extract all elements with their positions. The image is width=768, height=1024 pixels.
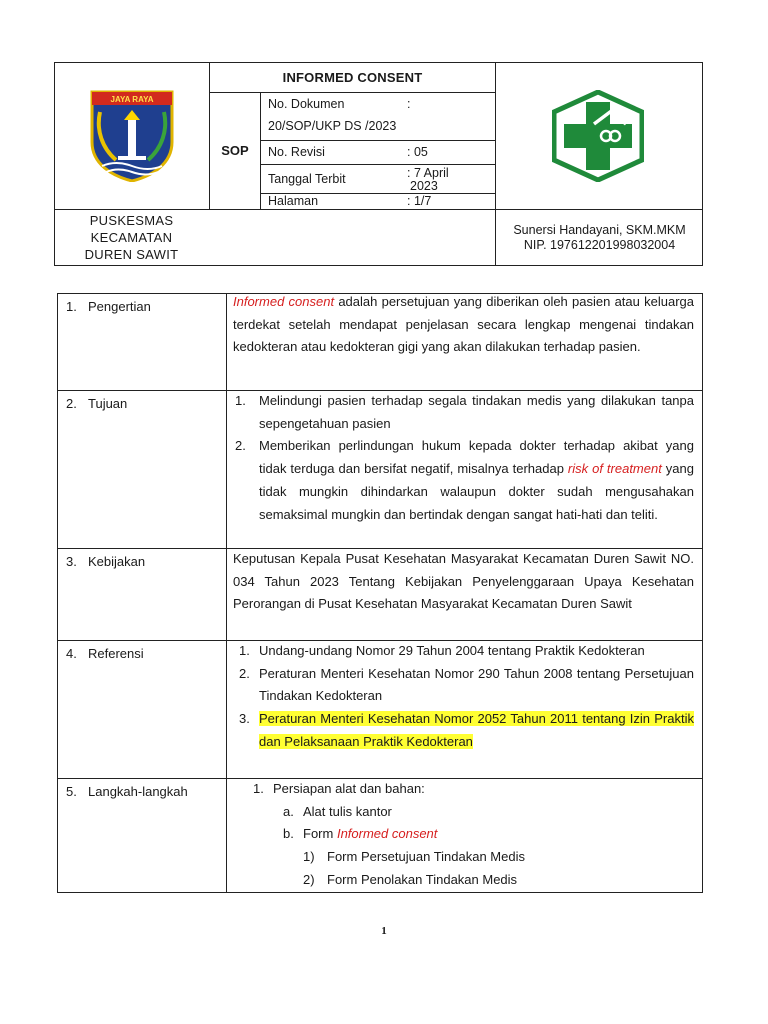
table-row: [58, 548, 702, 640]
section-heading: [58, 641, 227, 778]
signer-name: Sunersi Handayani, SKM.MKM: [513, 222, 686, 237]
list-text: [259, 708, 694, 753]
doc-no-separator: :: [407, 97, 411, 111]
section-label: Kebijakan: [88, 554, 146, 569]
term-risk-of-treatment: risk of treatment: [567, 461, 662, 477]
doc-no-value: 20/SOP/UKP DS /2023: [268, 119, 397, 133]
list-number: b.: [283, 826, 294, 842]
section-body: [227, 778, 702, 892]
list-text: [303, 823, 437, 846]
header-divider: [261, 164, 496, 165]
list-item: [233, 390, 694, 435]
section-number: 2.: [66, 396, 77, 411]
definition-text: adalah persetujuan yang diberikan oleh pasien atau keluarga terdekat setelah mendapat penjelasan secara lengkap mengenai tindakan kedokteran atau kedokteran gigi yang akan dilakukan terhadap pasien.: [233, 294, 694, 355]
section-label: Pengertian: [88, 299, 151, 314]
list-item: [233, 846, 694, 869]
list-text: Undang-undang Nomor 29 Tahun 2004 tentang Praktik Kedokteran: [259, 643, 645, 658]
list-item: [233, 663, 694, 708]
revision-value: : 05: [407, 145, 428, 159]
section-body: [227, 640, 702, 778]
section-label: Referensi: [88, 646, 144, 661]
highlighted-reference: Peraturan Menteri Kesehatan Nomor 2052 Tahun 2011 tentang Izin Praktik dan Pelaksanaan Praktik Kedokteran: [259, 711, 694, 749]
section-heading: [58, 391, 227, 548]
list-number: 1.: [235, 393, 246, 408]
organization-line: DUREN SAWIT: [84, 247, 179, 262]
table-row: [58, 294, 702, 390]
list-item: [233, 778, 694, 801]
list-text-part: yang tidak mungkin dihindarkan walaupun dokter sudah mengusahakan semaksimal mungkin dan bertindak dengan sangat hati-hati dan teliti.: [259, 461, 695, 522]
document-title: INFORMED CONSENT: [282, 70, 423, 85]
organization-name: [54, 210, 209, 265]
list-number: a.: [283, 803, 294, 819]
section-body: [227, 291, 702, 390]
section-number: 1.: [66, 299, 77, 314]
crest-motto: JAYA RAYA: [110, 95, 154, 104]
jakarta-crest-icon: [88, 90, 176, 182]
list-text-part: Memberikan perlindungan hukum kepada dokter terhadap akibat yang tidak terduga dan bersifat negatif, misalnya terhadap: [259, 438, 694, 477]
term-informed-consent: Informed consent: [233, 294, 335, 309]
issued-label: Tanggal Terbit: [268, 172, 346, 186]
page-value: : 1/7: [407, 194, 432, 208]
list-text: Peraturan Menteri Kesehatan Nomor 290 Tahun 2008 tentang Persetujuan Tindakan Kedokteran: [259, 665, 694, 704]
header-divider: [261, 140, 496, 141]
list-item: [233, 435, 694, 526]
sop-content-table: [57, 293, 703, 893]
list-number: 2.: [235, 438, 246, 454]
section-heading: [58, 294, 227, 390]
section-label: Tujuan: [88, 396, 128, 411]
list-text-part: Form: [303, 826, 337, 842]
list-number: 2): [303, 871, 315, 887]
list-text: Form Penolakan Tindakan Medis: [327, 871, 518, 887]
section-label: Langkah-langkah: [88, 784, 188, 799]
list-text: [259, 435, 694, 526]
list-text: Melindungi pasien terhadap segala tindakan medis yang dilakukan tanpa sepengetahuan pasien: [259, 393, 694, 431]
section-number: 4.: [66, 646, 77, 661]
section-heading: [58, 549, 227, 640]
list-text: Form Persetujuan Tindakan Medis: [327, 849, 525, 865]
list-item: [233, 823, 694, 846]
issued-value-line2: 2023: [410, 179, 438, 193]
list-item: [233, 869, 694, 892]
section-body: [227, 390, 702, 548]
list-item: [233, 801, 694, 824]
list-number: 3.: [239, 711, 250, 727]
signer-nip: NIP. 197612201998032004: [523, 237, 676, 252]
list-text: Persiapan alat dan bahan:: [273, 781, 425, 796]
list-item: [233, 640, 694, 663]
table-row: [58, 640, 702, 778]
signature-block: [496, 210, 703, 265]
list-text: Alat tulis kantor: [303, 803, 392, 819]
organization-line: KECAMATAN: [90, 230, 173, 245]
sop-label: SOP: [221, 143, 249, 158]
table-row: [58, 390, 702, 548]
section-number: 3.: [66, 554, 77, 569]
page-label: Halaman: [268, 194, 319, 208]
list-number: 1.: [239, 643, 250, 658]
organization-line: PUSKESMAS: [89, 213, 174, 228]
page-number: 1: [381, 925, 387, 937]
list-number: 1): [303, 849, 315, 865]
list-number: 1.: [253, 781, 264, 796]
section-body: Keputusan Kepala Pusat Kesehatan Masyarakat Kecamatan Duren Sawit NO. 034 Tahun 2023 Tentang Kebijakan Penyelenggaraan Upaya Kesehatan Perorangan di Pusat Kesehatan Masyarakat Kecamatan Duren Sawit: [233, 551, 694, 612]
doc-no-label: No. Dokumen: [268, 97, 345, 111]
revision-label: No. Revisi: [268, 145, 325, 159]
list-number: 2.: [239, 665, 250, 681]
issued-value-line1: : 7 April: [407, 166, 449, 180]
list-item: [233, 708, 694, 753]
puskesmas-cross-logo-icon: [552, 90, 644, 182]
term-informed-consent: Informed consent: [336, 826, 438, 842]
section-number: 5.: [66, 784, 77, 799]
section-heading: [58, 779, 227, 892]
table-row: [58, 778, 702, 892]
